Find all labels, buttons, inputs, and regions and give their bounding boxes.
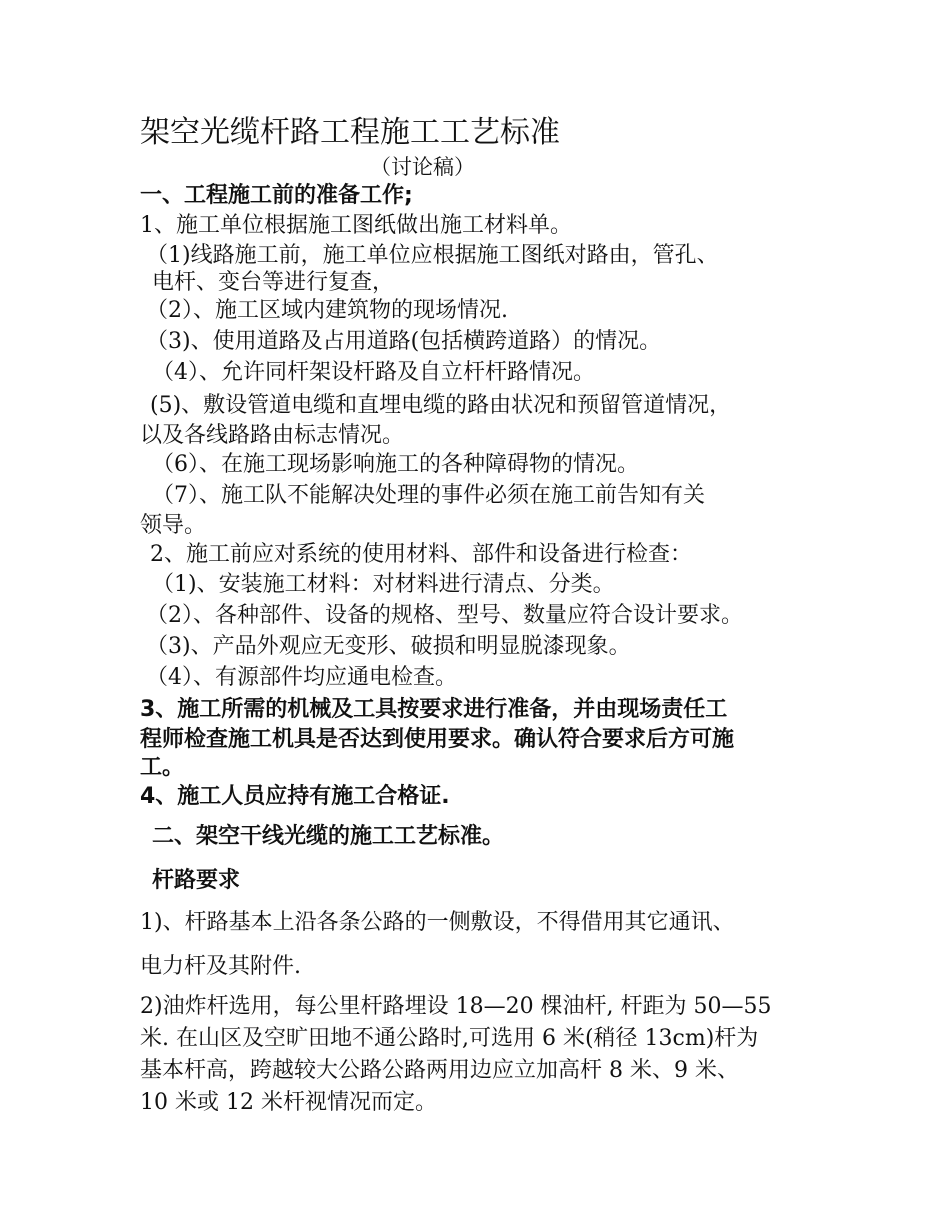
item-1-1: （1)线路施工前，施工单位应根据施工图纸对路由，管孔、	[146, 243, 719, 268]
section-1-heading: 一、工程施工前的准备工作;	[140, 183, 413, 208]
para-2-line-3: 基本杆高，跨越较大公路公路两用边应立加高杆 8 米、9 米、	[140, 1058, 739, 1083]
item-2-2: （2）、各种部件、设备的规格、型号、数量应符合设计要求。	[146, 603, 743, 628]
item-1-7: （7）、施工队不能解决处理的事件必须在施工前告知有关	[152, 483, 705, 508]
para-2-line-4: 10 米或 12 米杆视情况而定。	[140, 1090, 437, 1115]
item-1: 1、施工单位根据施工图纸做出施工材料单。	[140, 213, 572, 238]
item-3-cont-1: 程师检查施工机具是否达到使用要求。确认符合要求后方可施	[140, 727, 735, 752]
para-1-line-1: 1)、杆路基本上沿各条公路的一侧敷设，不得借用其它通讯、	[140, 910, 735, 935]
document-subtitle: （讨论稿）	[370, 155, 475, 179]
item-1-3: （3)、使用道路及占用道路(包括横跨道路）的情况。	[146, 329, 662, 354]
document-title: 架空光缆杆路工程施工工艺标准	[140, 115, 560, 150]
item-2: 2、施工前应对系统的使用材料、部件和设备进行检查：	[150, 542, 692, 567]
section-2-heading: 二、架空干线光缆的施工工艺标准。	[152, 824, 505, 849]
para-1-line-2: 电力杆及其附件.	[140, 954, 301, 979]
para-2-line-2: 米. 在山区及空旷田地不通公路时,可选用 6 米(稍径 13cm)杆为	[140, 1026, 759, 1051]
item-1-4: （4）、允许同杆架设杆路及自立杆杆路情况。	[152, 360, 595, 385]
item-1-1-cont: 电杆、变台等进行复查，	[152, 270, 395, 295]
item-3: 3、施工所需的机械及工具按要求进行准备，并由现场责任工	[140, 697, 728, 722]
item-3-cont-2: 工。	[140, 755, 185, 780]
item-1-5-cont: 以及各线路路由标志情况。	[140, 423, 405, 448]
item-1-5: (5)、敷设管道电缆和直埋电缆的路由状况和预留管道情况，	[150, 393, 732, 418]
subsection-heading: 杆路要求	[152, 868, 241, 893]
item-2-4: （4）、有源部件均应通电检查。	[146, 665, 457, 690]
item-1-6: （6）、在施工现场影响施工的各种障碍物的情况。	[152, 452, 639, 477]
item-1-2: （2）、施工区域内建筑物的现场情况.	[146, 298, 508, 323]
para-2-line-1: 2)油炸杆选用，每公里杆路埋设 18—20 棵油杆, 杆距为 50—55	[140, 994, 772, 1019]
item-2-1: （1)、安装施工材料：对材料进行清点、分类。	[152, 572, 615, 597]
item-2-3: （3)、产品外观应无变形、破损和明显脱漆现象。	[146, 634, 631, 659]
item-1-7-cont: 领导。	[140, 513, 207, 538]
item-4: 4、施工人员应持有施工合格证.	[140, 784, 450, 809]
